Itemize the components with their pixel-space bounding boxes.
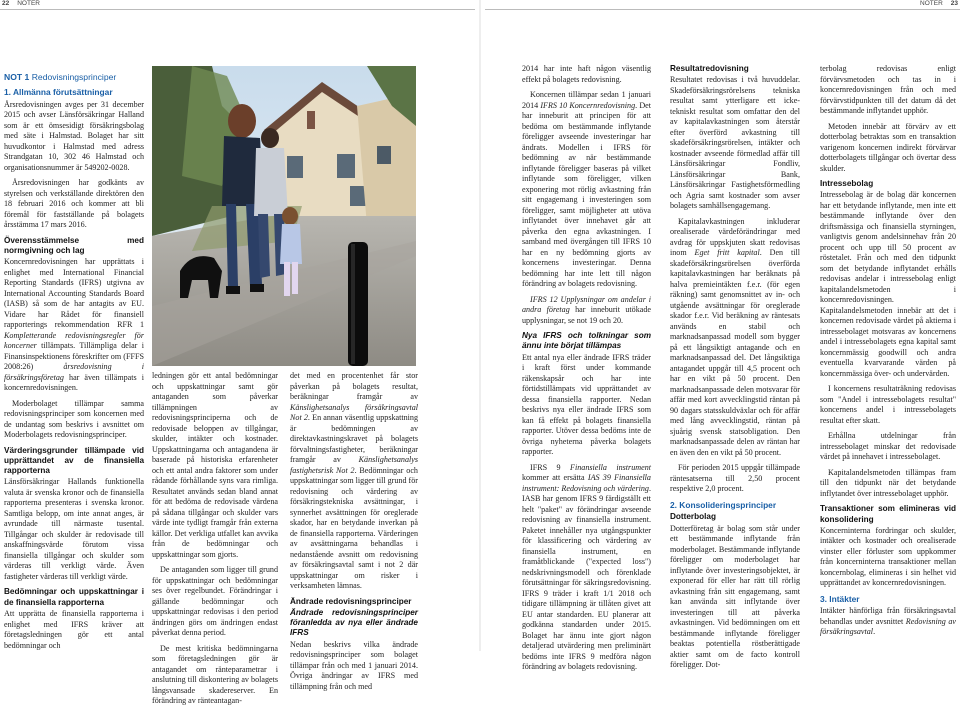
paragraph: Att upprätta de finansiella rapporterna i enlighet med IFRS kräver att företagsledningen gör ett antal bedömningar och bbox=[4, 609, 144, 650]
family-walking-photo bbox=[152, 66, 416, 366]
paragraph: Årsredovisningen avges per 31 december 2015 och avser Länsförsäkringar Halland som är ett ömsesidigt försäkringsbolag med säte i Halmstad. Bolaget har sitt huvudkontor i Halmstad med adress Strandgatan 10, 302 46 Halmstad och organisationsnummer är 549202-0028. bbox=[4, 99, 144, 172]
photo-illustration bbox=[152, 66, 416, 366]
paragraph: 2014 har inte haft någon väsentlig effekt på bolagets redovisning. bbox=[522, 64, 651, 84]
paragraph: Länsförsäkringar Hallands funktionella valuta är svenska kronor och de finansiella rapporterna presenteras i svenska kronor. Samtliga belopp, om inte annat anges, är avrundade till närmaste tusental. Tillgångar och skulder är redovisade till anskaffningsvärde förutom vissa finansiella tillgångar och skulder som värderas till verkligt värde. Även fastigheter värderas till verkligt värde. bbox=[4, 477, 144, 581]
section-heading-allmanna: 1. Allmänna förutsättningar bbox=[4, 87, 113, 97]
right-page-header bbox=[920, 0, 958, 7]
page-gutter bbox=[479, 0, 481, 651]
subheading-intressebolag: Intressebolag bbox=[820, 179, 874, 188]
paragraph: De antaganden som ligger till grund för uppskattningar och bedömningar ses över regelbundet. Förändringar i gällande bedömningar och uppskattningar redovisas i den period ändringen görs om ändringen endast påverkat denna period. bbox=[152, 565, 278, 637]
paragraph: IFRS 12 Upplysningar om andelar i andra företag har inneburit utökade upplysningar, se not 19 och 20. bbox=[522, 294, 651, 325]
paragraph: För perioden 2015 uppgår tillämpade räntesatserna till 2,50 procent respektive 2,0 procent. bbox=[670, 463, 800, 494]
paragraph: ledningen gör ett antal bedömningar och uppskattningar samt gör antaganden som påverkar tillämpningen av redovisningsprinciperna och de redovisade beloppen av tillgångar, skulder, intäkter och kostnader. Uppskattningarna och antagandena är baserade på historiska erfarenheter och ett antal andra faktorer som under rådande förhållande syns vara rimliga. Resultatet används sedan bland annat för att bedöma de redovisade värdena på sådana tillgångar och skulder vars värde inte tydligt framgår från externa källor. Det verkliga utfallet kan avvika från de bedömningar och uppskattningar som gjorts. bbox=[152, 371, 278, 559]
paragraph: Ett antal nya eller ändrade IFRS träder i kraft först under kommande räkenskapsår och har inte förtidstillämpats vid upprättandet av dessa finansiella rapporter. Nedan beskrivs nya eller ändrade IFRS som kan få effekt på bolagets finansiella rapporter. Utöver dessa bedöms inte de övriga nyheterna påverka bolagets rapporter. bbox=[522, 352, 651, 457]
paragraph: Koncerninterna fordringar och skulder, intäkter och kostnader och orealiserade vinster eller förluster som uppkommer från koncerninterna transaktioner mellan koncernbolag, elimineras i sin helhet vid upprättandet av koncernredovisningen. bbox=[820, 525, 956, 588]
paragraph: Nedan beskrivs vilka ändrade redovisningsprinciper som bolaget tillämpar från och med 1 januari 2014. Övriga ändringar av IFRS med tillämpning från och med bbox=[290, 639, 418, 691]
right-header-label: NOTER bbox=[920, 0, 943, 7]
paragraph: Kapitalavkastningen inkluderar orealiserade värdeförändringar med avdrag för uppskjuten skatt redovisas inom Eget fritt kapital. Den till skadeförsäkringsrörelsen överförda kapitalavkastningen har beräknats på halva premieintäkten f.e.r. (för egen räkning) samt genomsnittet av in- och utgående avsättningar för oreglerade skador f.e.r. Vid beräkning av räntesats används en stabil och marknadsanpassad modell som bygger på ett långsiktigt antagande och en marknadsanpassad del. Det långsiktiga antagandet uppgår till 4,5 procent och har en vikt på 50 procent. Den marknadsanpassade delen motsvarar för affär med kort avvecklingstid räntan på 90 dagars statsskuldväxlar och för affär med lång avvecklingstid, räntan på sjuårig svensk statsobligation. Den marknadsanpassade delen av räntan har en även den en vikt på 50 procent. bbox=[670, 216, 800, 457]
column-5 bbox=[670, 64, 800, 670]
paragraph: Kapitalandelsmetoden tillämpas fram till den tidpunkt när det betydande inflytandet över intressebolaget upphör. bbox=[820, 467, 956, 498]
subheading-vardering: Värderingsgrunder tillämpade vid upprättandet av de finansiella rapporterna bbox=[4, 445, 144, 476]
paragraph: Dotterföretag är bolag som står under ett bestämmande inflytande från moderbolaget. Bestämmande inflytande föreligger om moderbolaget har inflytande över investeringsobjektet, är exponerad för eller har rätt till rörlig avkastning från sitt engagemang, samt kan använda sitt inflytande över investeringen till att påverka avkastningen. Vid bedömningen om ett bestämmande inflytande föreligger beaktas potentiella röstberättigade aktier samt om de facto kontroll föreligger. Dot- bbox=[670, 523, 800, 670]
column-1 bbox=[4, 72, 144, 651]
subheading-dotterbolag: Dotterbolag bbox=[670, 512, 716, 522]
section-heading-konsolidering: 2. Konsolideringsprinciper bbox=[670, 499, 777, 510]
subheading-andrade: Ändrade redovisningsprinciper bbox=[290, 596, 412, 606]
subheading-resultatredovisning: Resultatredovisning bbox=[670, 64, 749, 73]
paragraph: det med en procentenhet får stor påverkan på bolagets resultat, beräkningar framgår av Känslighetsanalys försäkringsavtal Not 2. En annan väsentlig uppskattning är bedömningen av direktavkastningskravet på bolagets förvaltningsfastigheter, beräkningar framgår av Känslighetsanalys fastighetsrisk Not 2. Bedömningar och uppskattningar som ligger till grund för redovisning och värdering av försäkringstekniska avsättningar, i synnerhet avsättningen för oreglerade skador, har en betydande inverkan på de finansiella rapporterna. Värderingen av avsättningarna behandlas i nedanstående avsnitt om redovisning av försäkringsavtal samt i not 2 där uppskattningar om risker i verksamheten lämnas. bbox=[290, 371, 418, 590]
paragraph: Årsredovisningen har godkänts av styrelsen och verkställande direktören den 18 februari 2016 och kommer att bli föremål för fastställande på bolagets årsstämma 17 mars 2016. bbox=[4, 178, 144, 229]
note-heading: NOT 1 Redovisningsprinciper bbox=[4, 72, 117, 82]
subheading-andrade-sub: Ändrade redovisningsprinciper föranledda av nya eller ändrade IFRS bbox=[290, 607, 418, 638]
subheading-transaktioner: Transaktioner som elimineras vid konsolidering bbox=[820, 504, 956, 524]
column-6 bbox=[820, 64, 956, 651]
subheading-nya-ifrs: Nya IFRS och tolkningar som ännu inte börjat tillämpas bbox=[522, 331, 651, 351]
subheading-bedomningar: Bedömningar och uppskattningar i de finansiella rapporterna bbox=[4, 587, 144, 607]
left-header-label: NOTER bbox=[17, 0, 40, 7]
left-page-header bbox=[2, 0, 40, 7]
paragraph: Koncernredovisningen har upprättats i enlighet med International Financial Reporting Standards (IFRS) utgivna av International Accounting Standards Board (IASB) så som de har antagits av EU. Vidare har Rådet för finansiell rapporterings rekommendation RFR 1 Kompletterande redovisningsregler för koncerner tillämpats. Tillämpliga delar i Finansinspektionens föreskrifter om (FFFS 2008:26) årsredovisning i försäkringsföretag har även tillämpats i koncernredovisningen. bbox=[4, 257, 144, 393]
paragraph: Intäkter hänförliga från försäkringsavtal behandlas under avsnittet Redovisning av försäkringsavtal. bbox=[820, 606, 956, 637]
paragraph: Resultatet redovisas i två huvuddelar. Skadeförsäkringsrörelsens tekniska resultat samt ytterligare ett icke-tekniskt resultat som omfattar den del av kapitalavkastningen som återstår efter överförd avkastning till skadeförsäkringsrörelsen, intäkter och kostnader avseende förmedlad affär till Länsförsäkringar Fondliv, Länsförsäkringar Bank, Länsförsäkringar Fastighetsförmedling och Agria samt kostnader som avser bolagets samhällsengagemang. bbox=[670, 75, 800, 211]
paragraph: I koncernens resultaträkning redovisas som "Andel i intressebolagets resultat" koncernens andel i intressebolagets resultat efter skatt. bbox=[820, 384, 956, 425]
right-header-rule bbox=[485, 9, 960, 10]
section-heading-intakter: 3. Intäkter bbox=[820, 593, 860, 604]
right-page-number: 23 bbox=[950, 0, 958, 7]
subheading-overensstammelse: Överensstämmelse med normgivning och lag bbox=[4, 235, 144, 255]
left-page-number: 22 bbox=[2, 0, 10, 7]
column-3 bbox=[290, 371, 418, 691]
paragraph: Erhållna utdelningar från intressebolaget minskar det redovisade värdet på innehavet i intressebolaget. bbox=[820, 431, 956, 462]
paragraph: Intressebolag är de bolag där koncernen har ett betydande inflytande, men inte ett bestämmande inflytande över den driftsmässiga och finansiella styrningen, vanligtvis genom andelsinnehav från 20 procent och upp till 50 procent av röstetalet. Från och med den tidpunkt som det betydande inflytandet erhålls redovisas andelar i intressebolag enligt kapitalandelsmetoden i koncernredovisningen. Kapitalandelsmetoden innebär att det i koncernen redovisade värdet på aktierna i intressebolaget motsvaras av koncernens andel i intressebolagets egna kapital samt koncernmässig goodwill och andra eventuella kvarvarande värden på koncernmässiga över- och undervärden. bbox=[820, 190, 956, 378]
left-header-rule bbox=[0, 9, 475, 10]
paragraph: Metoden innebär att förvärv av ett dotterbolag betraktas som en transaktion varigenom koncernen indirekt förvärvar dotterbolagets tillgångar och övertar dess skulder. bbox=[820, 121, 956, 173]
paragraph: Koncernen tillämpar sedan 1 januari 2014 IFRS 10 Koncernredovisning. Det har inneburit att principen för att bedöma om bestämmande inflytande föreligger avseende investeringar har ändrats. Modellen i IFRS för bedömning av när bestämmande inflytande föreligger baseras på vilket inflytande som föreligger, vilken exponering mot rörlig avkastning från sitt engagemang i investeringen som föreligger, samt möjligheter att utöva inflytandet över innehavet går att påverka den egna avkastningen. I samband med övergången till IFRS 10 har en ny bedömning gjorts av koncernens investeringar. Denna bedömning har inte lett till någon förändring av bolagets redovisning. bbox=[522, 90, 652, 288]
paragraph: IFRS 9 Finansiella instrument kommer att ersätta IAS 39 Finansiella instrument: Redovisning och värdering. IASB har genom IFRS 9 färdigställt ett helt "paket" av förändringar avseende redovisning av finansiella instrument. Paketet innehåller nya utgångspunkter för klassificering och värdering av finansiella instrument, en framåtblickande ("expected loss") nedskrivningsmodell och förenklade förutsättningar för säkringsredovisning. IFRS 9 träder i kraft 1/1 2018 och tidigare tillämpning är tillåten givet att EU antar standarden. EU planerar att godkänna standarden under 2015. Bolaget har ännu inte gjort någon detaljerad utvärdering men preliminärt bedöms inte IFRS 9 medföra någon förändring av bolagets redovisning. bbox=[522, 462, 651, 672]
column-2 bbox=[152, 371, 278, 705]
paragraph: Moderbolaget tillämpar samma redovisningsprinciper som koncernen med de undantag som beskrivs i avsnittet om Moderbolagets redovisningsprinciper. bbox=[4, 398, 144, 440]
column-4 bbox=[522, 64, 652, 672]
paragraph: terbolag redovisas enligt förvärvsmetoden och tas in i koncernredovisningen från och med förvärvstidpunkten till det datum då det bestämmande inflytandet upphör. bbox=[820, 64, 956, 115]
paragraph: De mest kritiska bedömningarna som företagsledningen gör är antagandet om ränteparametrar i anslutning till diskontering av bolagets långsvansade skadereserver. En förändring av ränteantagan- bbox=[152, 643, 278, 705]
